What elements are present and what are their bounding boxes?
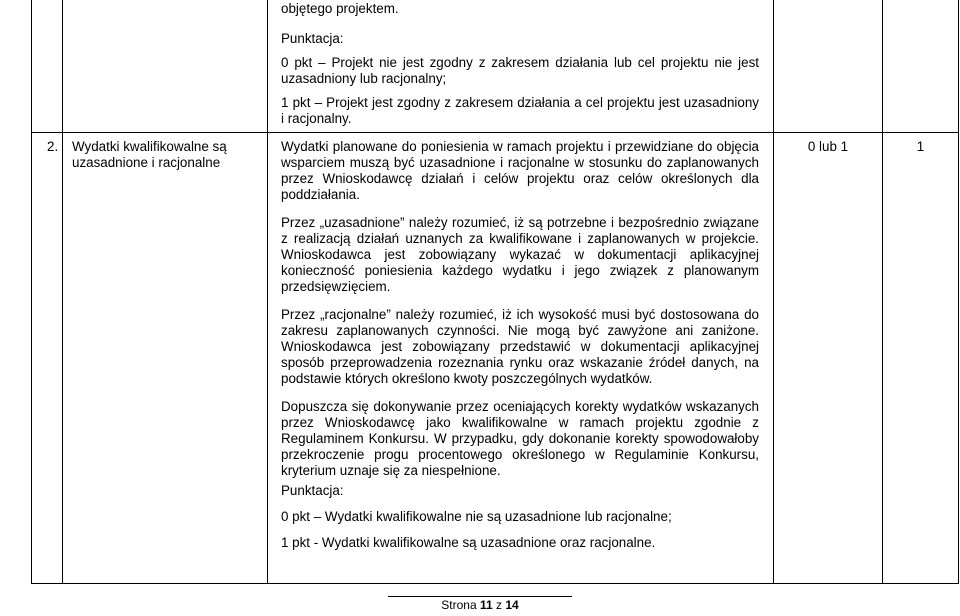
- col-divider-1: [62, 0, 63, 584]
- desc-paragraph: Wydatki planowane do poniesienia w ramach projektu i przewidziane do objęcia wsparciem muszą być uzasadnione i racjonalne w stosunku do zaplanowanych przez Wnioskodawcę działań i celów projektu oraz celów określonych dla poddziałania.: [281, 139, 759, 202]
- col-divider-3: [773, 0, 774, 584]
- criterion-description: [281, 139, 759, 551]
- footer-total-pages: 14: [505, 598, 519, 612]
- desc-line: objętego projektem.: [281, 1, 399, 16]
- desc-line: 1 pkt – Projekt jest zgodny z zakresem działania a cel projektu jest uzasadniony i racjonalny.: [281, 95, 759, 126]
- page-footer: [0, 598, 960, 612]
- row-top-description: [281, 1, 759, 127]
- weight-value: 1: [916, 139, 925, 154]
- desc-paragraph: Dopuszcza się dokonywanie przez oceniających korekty wydatków wskazanych przez Wnioskodawcę jako kwalifikowalne w ramach projektu zgodnie z Regulaminem Konkursu. W przypadku, gdy dokonanie korekty spowodowałoby przekroczenie progu procentowego określonego w Regulaminie Konkursu, kryterium uznaje się za niespełnione.: [281, 399, 759, 478]
- col-divider-2: [267, 0, 268, 584]
- footer-of: z: [496, 598, 503, 612]
- desc-paragraph: Przez „uzasadnione” należy rozumieć, iż są potrzebne i bezpośrednio związane z realizacją działań uznanych za kwalifikowane i zaplanowanych w projekcie. Wnioskodawca jest zobowiązany wykazać w dokumentacji aplikacyjnej konieczność poniesienia każdego wydatku i jego związek z planowanym przedsięwzięciem.: [281, 215, 759, 294]
- criterion-name: Wydatki kwalifikowalne są uzasadnione i racjonalne: [72, 139, 227, 170]
- footer-label: Strona: [441, 598, 477, 612]
- desc-paragraph: Przez „racjonalne” należy rozumieć, iż ich wysokość musi być dostosowana do zakresu zaplanowanych czynności. Nie mogą być zawyżone ani zaniżone. Wnioskodawca jest zobowiązany przedstawić w dokumentacji aplikacyjnej sposób przeprowadzenia rozeznania rynku oraz wskazanie źródeł danych, na podstawie których określono kwoty poszczególnych wydatków.: [281, 307, 759, 386]
- row-divider: [31, 132, 959, 133]
- points-value: 0 lub 1: [807, 139, 849, 154]
- table-bottom-border: [31, 583, 959, 584]
- table-left-border: [31, 0, 32, 584]
- desc-paragraph: 0 pkt – Wydatki kwalifikowalne nie są uzasadnione lub racjonalne;: [281, 509, 672, 524]
- table-right-border: [958, 0, 959, 584]
- desc-paragraph: Punktacja:: [281, 483, 344, 498]
- col-divider-4: [882, 0, 883, 584]
- desc-line: Punktacja:: [281, 31, 344, 46]
- footer-page-number: 11: [479, 598, 493, 612]
- row-number: 2.: [47, 139, 59, 154]
- footer-rule: [388, 596, 572, 597]
- desc-paragraph: 1 pkt - Wydatki kwalifikowalne są uzasadnione oraz racjonalne.: [281, 535, 656, 550]
- desc-line: 0 pkt – Projekt nie jest zgodny z zakresem działania lub cel projektu nie jest uzasadniony lub racjonalny;: [281, 55, 759, 86]
